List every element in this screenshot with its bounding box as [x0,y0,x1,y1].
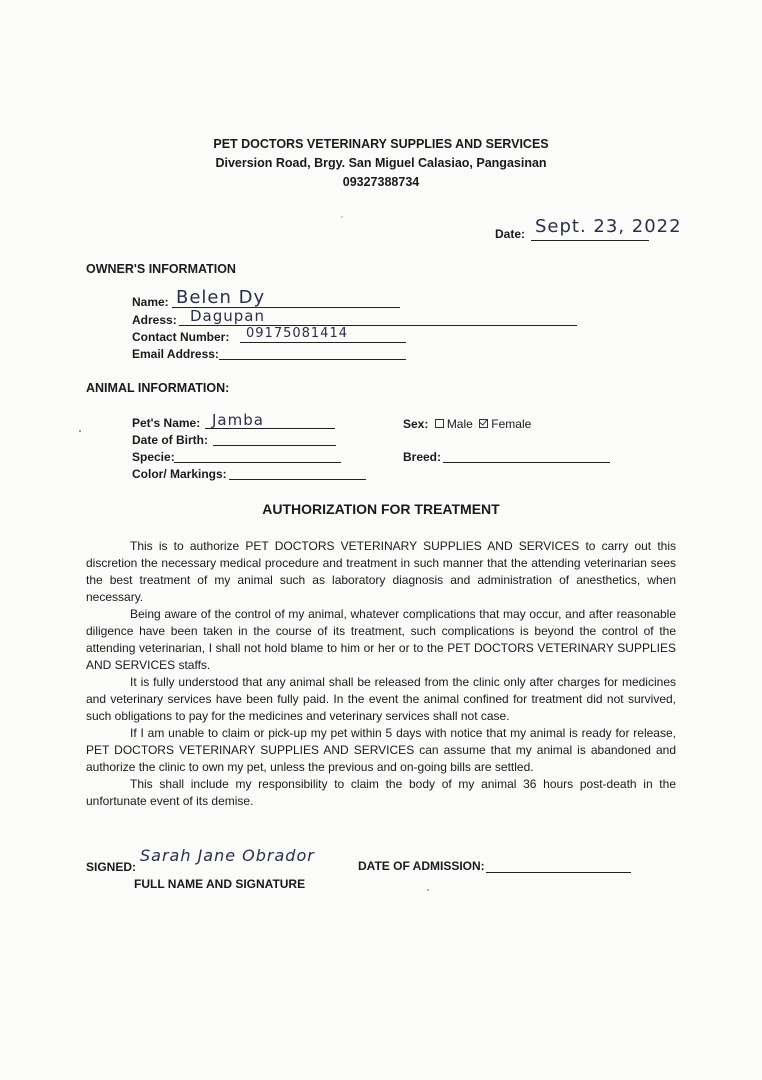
authorization-paragraph: This shall include my responsibility to claim the body of my animal 36 hours post-death in the unfortunate event of its demise. [86,777,676,808]
specie-label: Specie: [132,450,175,464]
male-option-label: Male [446,417,473,431]
authorization-body [86,538,676,810]
scan-speck [341,216,343,218]
owner-heading: OWNER'S INFORMATION [86,262,236,276]
owner-name-value: Belen Dy [176,287,266,308]
dob-label: Date of Birth: [132,433,208,447]
signed-value: Sarah Jane Obrador [140,846,315,865]
date-line [531,240,649,241]
color-line [229,479,366,480]
breed-label: Breed: [403,450,442,464]
owner-address-label: Adress: [132,313,177,327]
owner-email-line [219,359,406,360]
clinic-address: Diversion Road, Brgy. San Miguel Calasiao, Pangasinan [215,156,547,170]
animal-heading: ANIMAL INFORMATION: [86,381,230,395]
male-checkbox[interactable] [435,419,444,428]
admission-line [486,872,631,873]
pet-name-value: Jamba [212,411,264,429]
pet-name-label: Pet's Name: [132,416,201,430]
admission-label: DATE OF ADMISSION: [358,859,485,873]
owner-name-label: Name: [132,295,169,309]
authorization-paragraph: It is fully understood that any animal shall be released from the clinic only after charges for medicines and veterinary services have been fully paid. In the event the animal confined for treatment did not survived, such obligations to pay for the medicines and veterinary services shall not case. [86,675,676,723]
signed-label: SIGNED: [86,860,137,874]
clinic-name: PET DOCTORS VETERINARY SUPPLIES AND SERVICES [213,137,549,151]
authorization-title: AUTHORIZATION FOR TREATMENT [262,501,500,517]
breed-line [443,462,610,463]
clinic-phone: 09327388734 [342,175,420,189]
sex-field [403,415,531,433]
authorization-paragraph: Being aware of the control of my animal, whatever complications that may occur, and after reasonable diligence have been taken in the course of its treatment, such complications is beyond the control of the attending veterinarian, I shall not hold blame to him or her or to the PET DOCTORS VETERINARY SUPPLIES AND SERVICES staffs. [86,607,676,672]
owner-contact-value: 09175081414 [246,326,348,341]
authorization-paragraph: This is to authorize PET DOCTORS VETERINARY SUPPLIES AND SERVICES to carry out this discretion the necessary medical procedure and treatment in such manner that the attending veterinarian sees the best treatment of my animal such as laboratory diagnosis and administration of anesthetics, when necessary. [86,539,676,604]
dob-line [213,445,336,446]
sex-label: Sex: [403,417,429,431]
owner-contact-label: Contact Number: [132,330,230,344]
signature-caption: FULL NAME AND SIGNATURE [134,877,306,891]
owner-address-value: Dagupan [190,307,265,325]
date-label: Date: [495,227,526,241]
specie-line [174,462,341,463]
color-label: Color/ Markings: [132,467,227,481]
date-value: Sept. 23, 2022 [535,216,682,237]
scan-speck [79,430,81,432]
scan-speck [427,889,429,891]
owner-address-line [179,325,577,326]
owner-email-label: Email Address: [132,347,219,361]
female-option-label: Female [491,417,532,431]
female-checkbox[interactable] [479,419,488,428]
authorization-paragraph: If I am unable to claim or pick-up my pet within 5 days with notice that my animal is ready for release, PET DOCTORS VETERINARY SUPPLIES AND SERVICES can assume that my animal is abandoned and authorize the clinic to own my pet, unless the previous and on-going bills are settled. [86,726,676,774]
owner-contact-line [240,342,406,343]
